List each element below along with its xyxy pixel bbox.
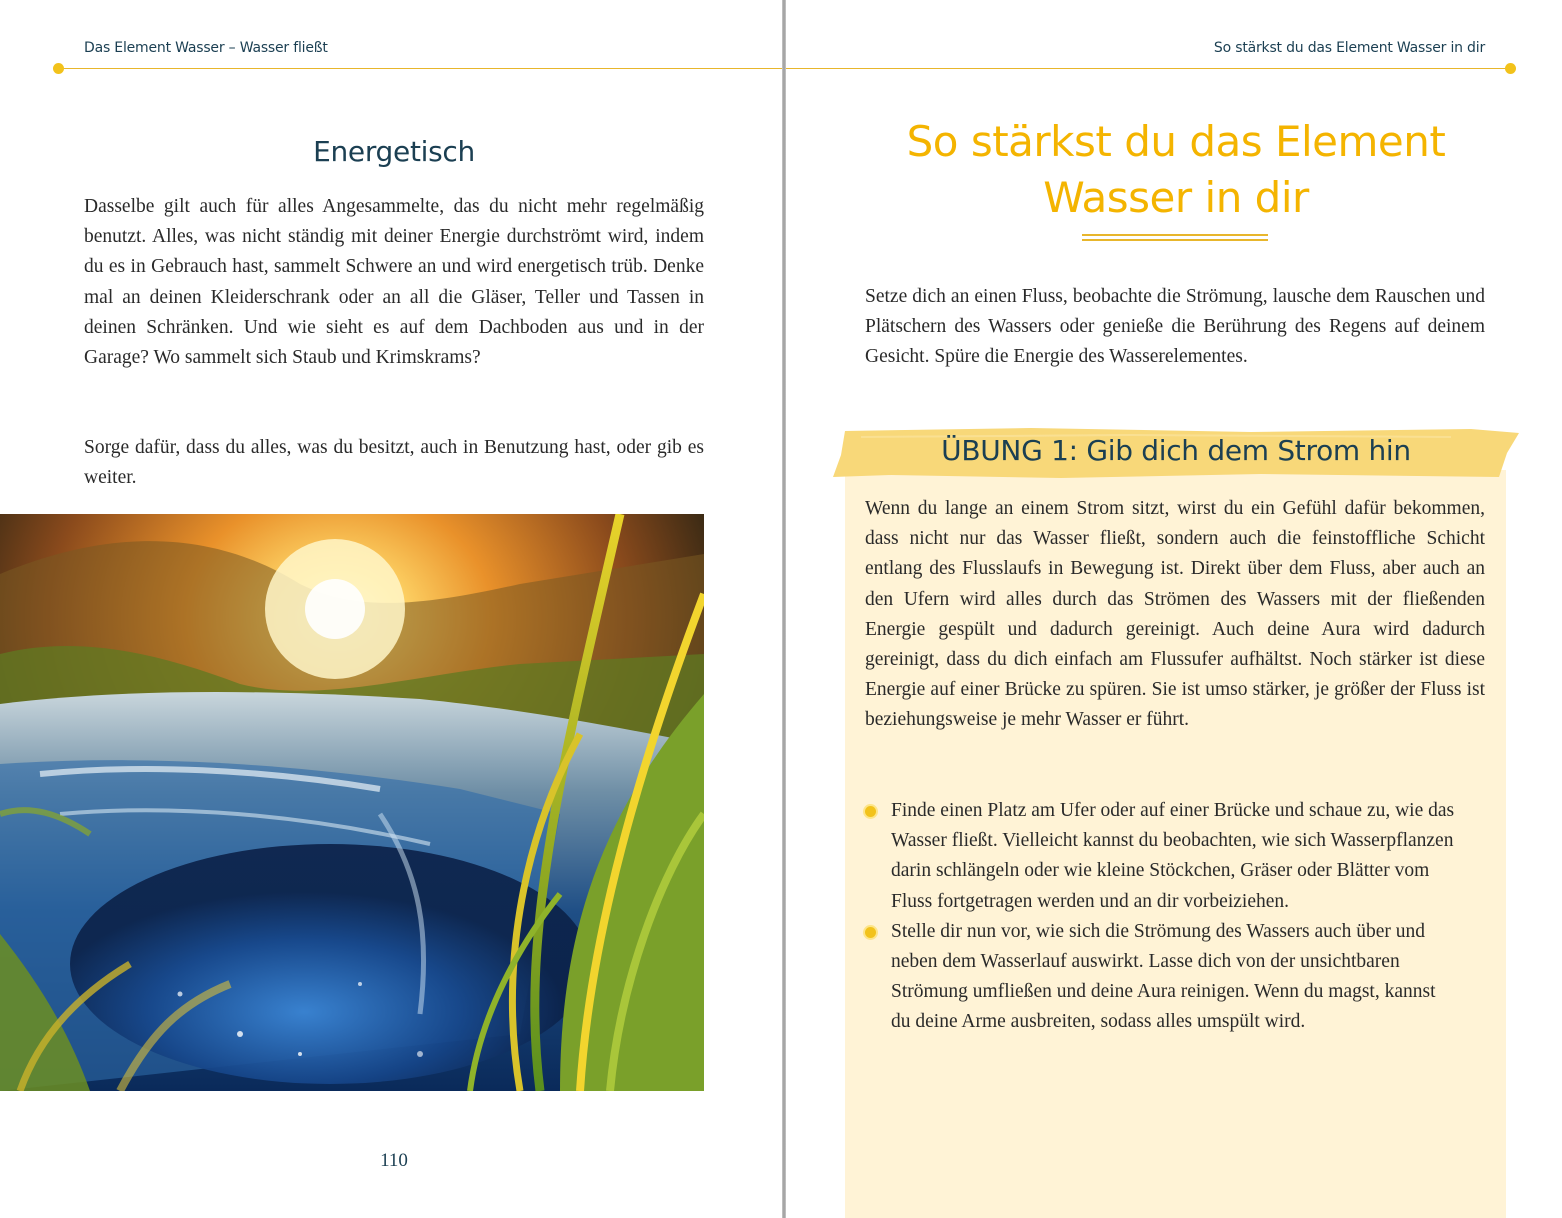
intro-paragraph: Setze dich an einen Fluss, beobachte die Strömung, lausche dem Rauschen und Plätschern des Wassers oder genieße die Berührung des Regens auf deinem Gesicht. Spüre die Energie des Wasserelementes.	[865, 286, 1485, 368]
yellow-dot-bullet-icon	[865, 806, 876, 817]
header-rule-left	[58, 68, 782, 69]
title-underline	[1082, 239, 1268, 241]
header-rule-right	[786, 68, 1510, 69]
list-item	[865, 917, 1459, 1038]
exercise-steps	[865, 796, 1485, 1038]
exercise-title: ÜBUNG 1: Gib dich dem Strom hin	[941, 434, 1411, 467]
chapter-title-line-2: Wasser in dir	[1043, 173, 1309, 222]
right-page	[786, 0, 1562, 1218]
paragraph-1: Dasselbe gilt auch für alles Angesammelte, das du nicht mehr regelmäßig benutzt. Alles, was nicht ständig mit deiner Energie durchströmt wird, indem du es in Gebrauch hast, sammelt Schwere an und wird energetisch trüb. Denke mal an deinen Kleiderschrank oder an all die Gläser, Teller und Tassen in deinen Schränken. Und wie sieht es auf dem Dachboden aus und in der Garage? Wo sammelt sich Staub und Krimskrams?	[84, 196, 704, 369]
river-sunset-photo	[0, 514, 704, 1091]
list-item-text: Finde einen Platz am Ufer oder auf einer Brücke und schaue zu, wie das Wasser fließt. Vielleicht kannst du beobachten, wie sich Wasserpflanzen darin schlängeln oder wie kleine Stöckchen, Gräser oder Blätter vom Fluss fortgetragen werden und an dir vorbeiziehen.	[891, 800, 1455, 912]
running-head-right: So stärkst du das Element Wasser in dir	[1213, 40, 1485, 56]
list-item-text: Stelle dir nun vor, wie sich die Strömung des Wassers auch über und neben dem Wasserlauf auswirkt. Lasse dich von der unsichtbaren Strömung umfließen und deine Aura reinigen. Wenn du magst, kannst du deine Arme ausbreiten, sodass alles umspült wird.	[891, 920, 1436, 1033]
yellow-dot-bullet-icon	[865, 927, 876, 938]
dot-ornament-icon	[1505, 63, 1516, 74]
paragraph-2: Sorge dafür, dass du alles, was du besitzt, auch in Benutzung hast, oder gib es weiter.	[84, 437, 704, 489]
dot-ornament-icon	[53, 63, 64, 74]
exercise-body: Wenn du lange an einem Strom sitzt, wirst du ein Gefühl dafür bekommen, dass nicht nur das Wasser fließt, sondern auch die feinstoffliche Schicht entlang des Flusslaufs in Bewegung ist. Direkt über dem Fluss, aber auch an den Ufern wird alles durch das Strömen des Wassers mit der fließenden Energie gespült und dadurch gereinigt. Auch deine Aura wird dadurch gereinigt, dass du dich einfach am Flussufer aufhältst. Noch stärker ist diese Energie auf einer Brücke zu spüren. Sie ist umso stärker, je größer der Fluss ist beziehungsweise je mehr Wasser er führt.	[865, 498, 1485, 731]
chapter-title-line-1: So stärkst du das Element	[906, 117, 1446, 166]
title-underline	[1082, 234, 1268, 236]
section-heading: Energetisch	[313, 135, 475, 168]
list-item	[865, 796, 1459, 917]
page-number: 110	[380, 1150, 408, 1171]
chapter-title	[866, 114, 1486, 226]
running-head-left: Das Element Wasser – Wasser fließt	[84, 40, 328, 56]
